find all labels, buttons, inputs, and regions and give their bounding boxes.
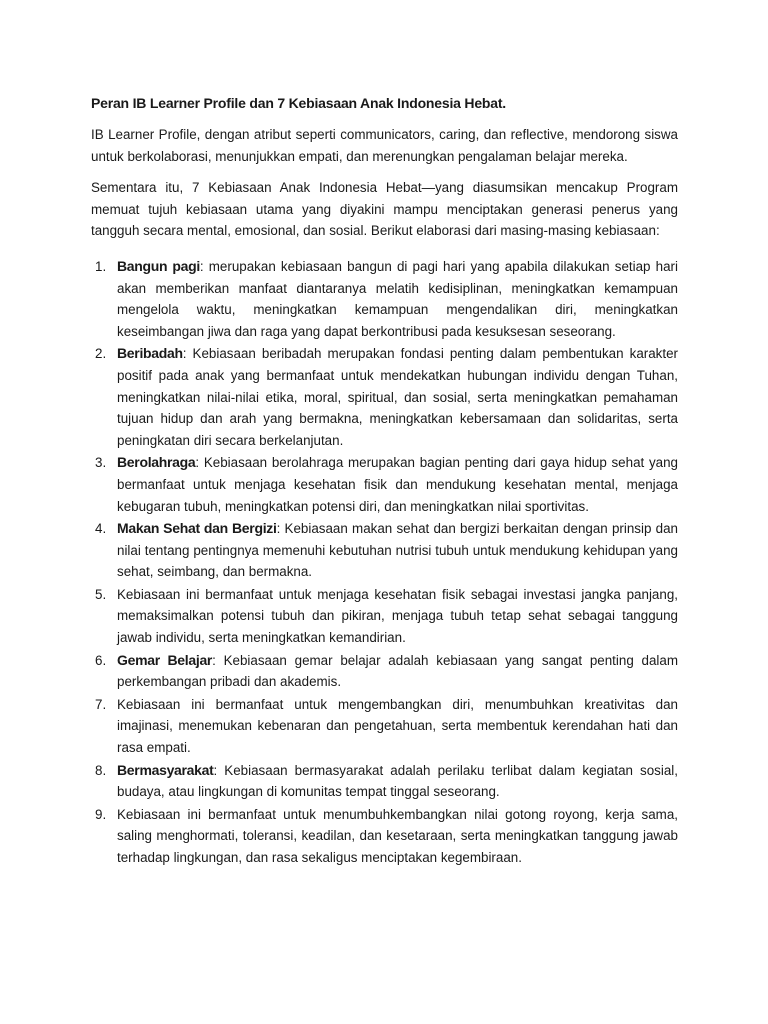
list-text: Kebiasaan ini bermanfaat untuk menjaga kesehatan fisik sebagai investasi jangka panjang, memaksimalkan potensi tubuh dan pikiran, menjaga tubuh tetap sehat sebagai tanggung jawab individu, serta meningkatkan kemandirian. [117,586,678,646]
list-term: Bermasyarakat [117,761,214,778]
list-item [91,650,678,693]
list-text: : merupakan kebiasaan bangun di pagi hari yang apabila dilakukan setiap hari akan memberikan manfaat diantaranya melatih kedisiplinan, meningkatkan kemampuan mengelola waktu, meningkatkan kemampuan mengendalikan diri, meningkatkan keseimbangan jiwa dan raga yang dapat berkontribusi pada kesuksesan seseorang. [117,258,678,339]
list-term: Beribadah [117,345,183,362]
list-number: 3. [95,455,107,471]
list-number: 5. [95,586,107,602]
list-text: : Kebiasaan bermasyarakat adalah perilaku terlibat dalam kegiatan sosial, budaya, atau lingkungan di komunitas tempat tinggal seseorang. [117,762,678,800]
habits-list [91,256,678,869]
list-number: 8. [95,762,107,778]
list-item [91,343,678,451]
list-item [91,518,678,583]
list-term: Gemar Belajar [117,651,213,668]
list-term: Berolahraga [117,454,196,471]
list-number: 2. [95,346,107,362]
list-item [91,694,678,759]
list-number: 9. [95,806,107,822]
list-item [91,584,678,649]
list-item [91,256,678,342]
list-item [91,760,678,803]
list-text: : Kebiasaan berolahraga merupakan bagian penting dari gaya hidup sehat yang bermanfaat untuk menjaga kesehatan fisik dan mendukung kesehatan mental, menjaga kebugaran tubuh, meningkatkan potensi diri, dan meningkatkan nilai sportivitas. [117,455,678,514]
list-number: 1. [95,258,107,274]
list-item [91,804,678,869]
document-title: Peran IB Learner Profile dan 7 Kebiasaan Anak Indonesia Hebat. [91,95,506,111]
list-text: Kebiasaan ini bermanfaat untuk menumbuhkembangkan nilai gotong royong, kerja sama, saling menghormati, toleransi, keadilan, dan kesetaraan, serta meningkatkan tanggung jawab terhadap lingkungan, dan rasa sekaligus menciptakan kegembiraan. [117,806,678,865]
paragraph-habits-intro: Sementara itu, 7 Kebiasaan Anak Indonesia Hebat—yang diasumsikan mencakup Program memuat tujuh kebiasaan utama yang diyakini mampu menciptakan generasi penerus yang tangguh secara mental, emosional, dan sosial. Berikut elaborasi dari masing-masing kebiasaan: [91,180,678,239]
list-number: 7. [95,696,107,712]
list-number: 4. [95,521,107,537]
list-text: Kebiasaan ini bermanfaat untuk mengembangkan diri, menumbuhkan kreativitas dan imajinasi, menemukan kebenaran dan pengetahuan, serta membentuk kerendahan hati dan rasa empati. [117,696,678,756]
list-text: : Kebiasaan beribadah merupakan fondasi penting dalam pembentukan karakter positif pada anak yang bermanfaat untuk mendekatkan hubungan individu dengan Tuhan, meningkatkan nilai-nilai etika, moral, spiritual, dan sosial, serta meningkatkan pemahaman tujuan hidup dan arah yang bermakna, meningkatkan kebersamaan dan solidaritas, serta peningkatan diri secara berkelanjutan. [117,346,678,448]
list-text: : Kebiasaan makan sehat dan bergizi berkaitan dengan prinsip dan nilai tentang pentingnya memenuhi kebutuhan nutrisi tubuh untuk mendukung kehidupan yang sehat, seimbang, dan bermakna. [117,521,678,580]
list-term: Bangun pagi [117,257,200,274]
paragraph-intro: IB Learner Profile, dengan atribut seperti communicators, caring, dan reflective, mendorong siswa untuk berkolaborasi, menunjukkan empati, dan merenungkan pengalaman belajar mereka. [91,127,678,164]
list-number: 6. [95,652,107,668]
document-page [91,92,678,870]
list-term: Makan Sehat dan Bergizi [117,520,277,537]
list-text: : Kebiasaan gemar belajar adalah kebiasaan yang sangat penting dalam perkembangan pribadi dan akademis. [117,652,679,690]
list-item [91,452,678,517]
